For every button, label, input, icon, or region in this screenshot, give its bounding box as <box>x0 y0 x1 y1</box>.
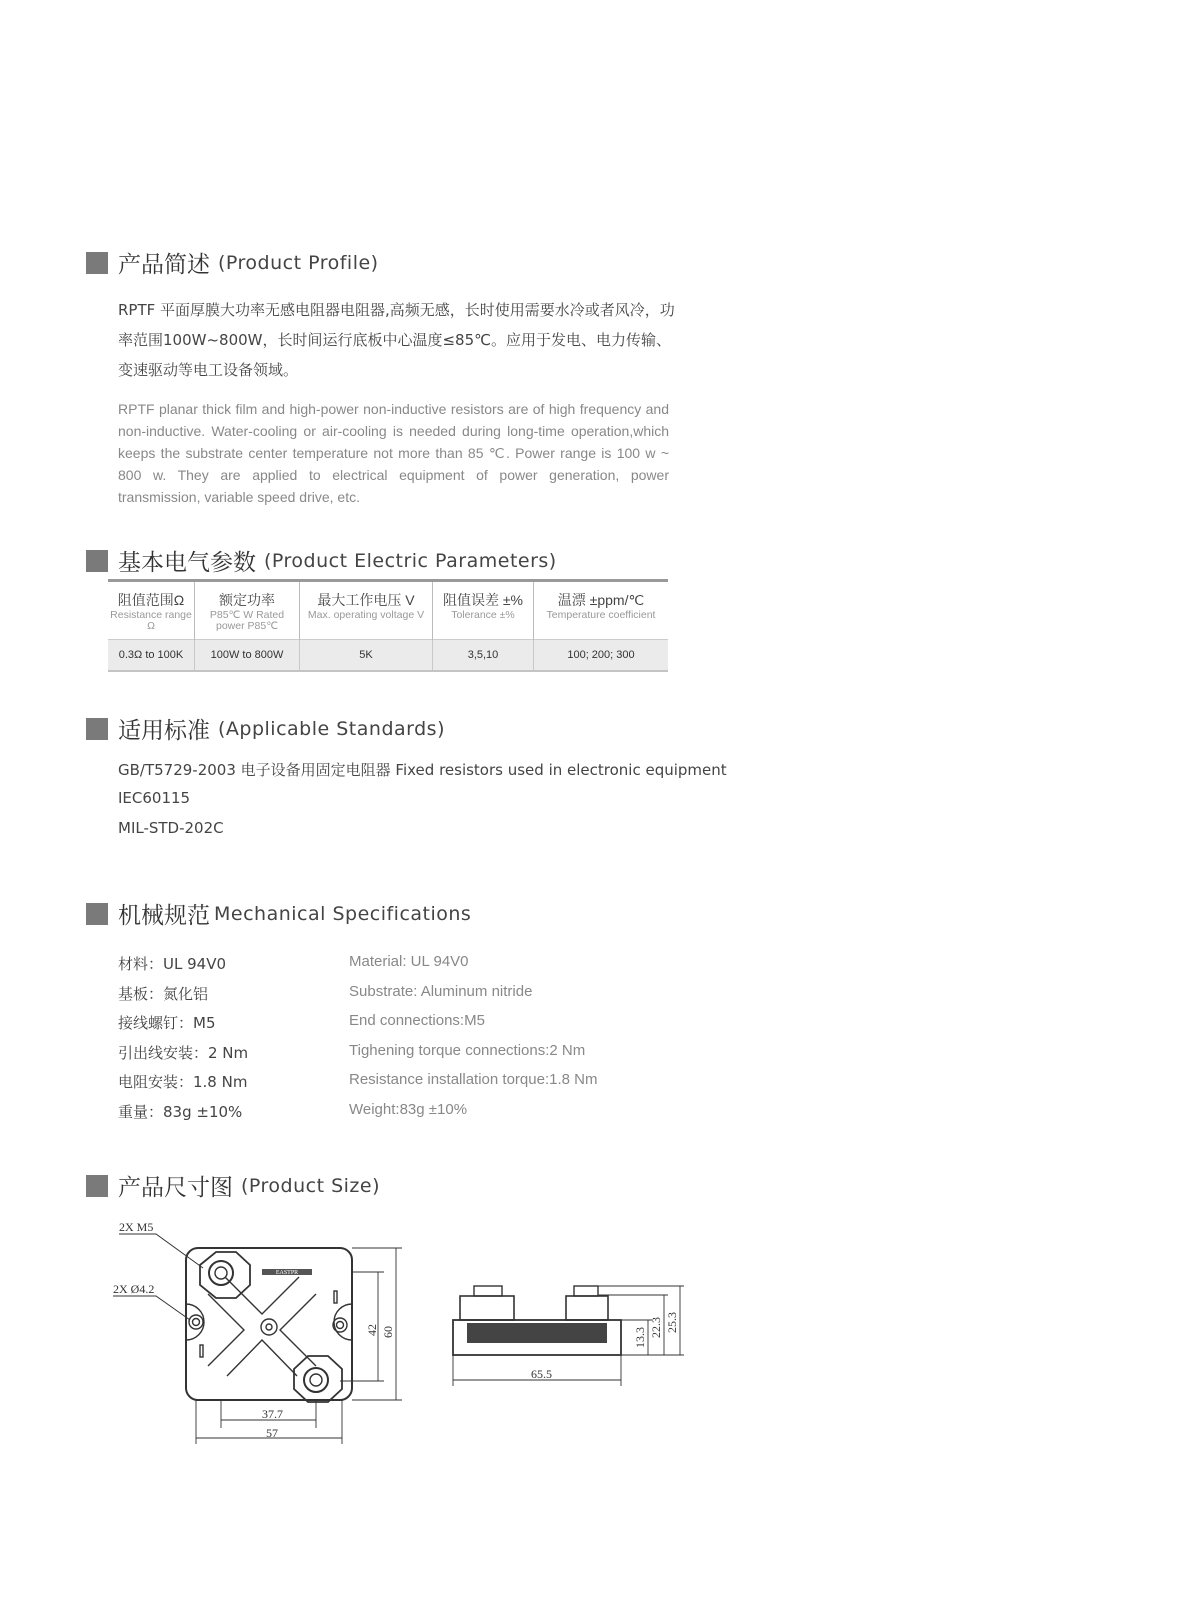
standard-item: GB/T5729-2003 电子设备用固定电阻器 Fixed resistors used in electronic equipment <box>118 761 727 779</box>
table-header-cell: 额定功率 P85℃ W Rated power P85℃ <box>195 581 300 640</box>
table-header-cell: 阻值范围Ω Resistance range Ω <box>108 581 195 640</box>
table-cell: 3,5,10 <box>433 640 534 672</box>
heading-en: (Applicable Standards) <box>218 717 445 740</box>
dim-label: 22.3 <box>649 1317 663 1338</box>
brand-label: EASTPR <box>275 1270 299 1276</box>
dim-label: 42 <box>365 1324 379 1336</box>
table-cell: 100; 200; 300 <box>534 640 669 672</box>
dim-label: 65.5 <box>531 1367 552 1381</box>
profile-en-text: RPTF planar thick film and high-power non-inductive resistors are of high frequency and non-inductive. Water-cooling or air-cooling is needed during long-time operation,which keeps the substrate center temperature not more than 85 ℃. Power range is 100 w ~ 800 w. They are applied to electrical equipment of power generation, power transmission, variable speed drive, etc. <box>118 401 669 505</box>
side-view-drawing <box>440 1275 700 1395</box>
electric-parameters-table <box>108 579 668 672</box>
heading-square-icon <box>86 718 108 740</box>
table-header-cell: 阻值误差 ±% Tolerance ±% <box>433 581 534 640</box>
standard-item: IEC60115 <box>118 789 191 807</box>
mech-spec-row: 重量：83g ±10% Weight:83g ±10% <box>118 1101 468 1121</box>
table-header-row <box>108 581 668 640</box>
hole-label: 2X Ø4.2 <box>113 1282 155 1296</box>
heading-en: (Product Electric Parameters) <box>264 549 557 572</box>
heading-square-icon <box>86 903 108 925</box>
heading-cn: 产品尺寸图 <box>118 1175 233 1201</box>
table-header-cell: 温漂 ±ppm/℃ Temperature coefficient <box>546 592 656 621</box>
dim-label: 13.3 <box>633 1327 647 1348</box>
section-heading-profile <box>86 246 379 279</box>
heading-cn: 基本电气参数 <box>118 550 256 576</box>
heading-en: (Product Profile) <box>218 251 379 274</box>
heading-cn: 产品简述 <box>118 252 210 278</box>
section-heading-size <box>86 1169 380 1202</box>
section-heading-standards <box>86 712 445 745</box>
heading-en: (Product Size) <box>241 1174 381 1197</box>
heading-square-icon <box>86 550 108 572</box>
heading-cn: 机械规范 <box>118 903 210 929</box>
table-row <box>108 640 668 672</box>
table-cell: 5K <box>300 640 433 672</box>
section-heading-electric <box>86 544 557 577</box>
table-cell: 0.3Ω to 100K <box>108 640 195 672</box>
heading-square-icon <box>86 252 108 274</box>
table-cell: 100W to 800W <box>195 640 300 672</box>
section-heading-mechanical <box>86 897 471 930</box>
dim-label: 37.7 <box>262 1407 283 1421</box>
mech-spec-row: 接线螺钉：M5 End connections:M5 <box>118 1012 485 1032</box>
standard-item: MIL-STD-202C <box>118 819 224 837</box>
screw-label: 2X M5 <box>119 1220 154 1234</box>
dim-label: 25.3 <box>665 1312 679 1333</box>
profile-cn-text: RPTF 平面厚膜大功率无感电阻器电阻器,高频无感，长时使用需要水冷或者风冷，功率范围100W~800W，长时间运行底板中心温度≤85℃。应用于发电、电力传输、变速驱动等电工设备领域。 <box>118 301 675 379</box>
mech-spec-row: 电阻安装：1.8 Nm Resistance installation torque:1.8 Nm <box>118 1071 598 1091</box>
heading-cn: 适用标准 <box>118 718 210 744</box>
dim-label: 57 <box>266 1426 278 1440</box>
mech-spec-row: 基板：氮化铝 Substrate: Aluminum nitride <box>118 983 533 1003</box>
heading-en: Mechanical Specifications <box>214 902 472 925</box>
table-header-cell: 最大工作电压 V Max. operating voltage V <box>300 581 433 640</box>
mech-spec-row: 材料：UL 94V0 Material: UL 94V0 <box>118 953 469 973</box>
mech-spec-row: 引出线安装：2 Nm Tighening torque connections:2 Nm <box>118 1042 586 1062</box>
heading-square-icon <box>86 1175 108 1197</box>
top-view-drawing <box>100 1210 420 1450</box>
dim-label: 60 <box>381 1326 395 1338</box>
